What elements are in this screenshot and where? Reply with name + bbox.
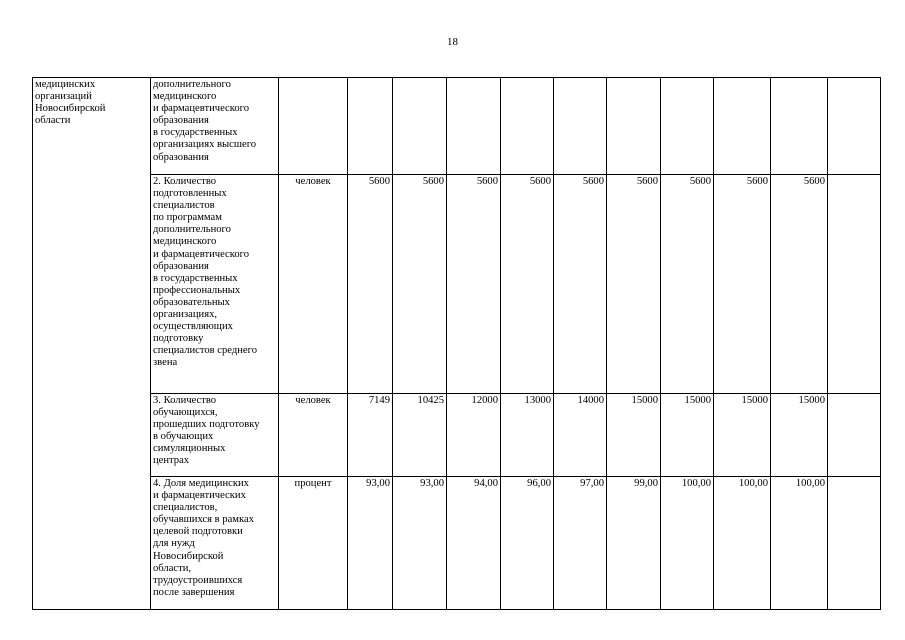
value-cell [554, 78, 607, 175]
unit-cell [279, 78, 348, 175]
table-row [33, 477, 881, 610]
unit-cell: процент [279, 477, 348, 610]
page-number: 18 [447, 36, 458, 48]
empty-cell [828, 477, 881, 610]
empty-cell [828, 78, 881, 175]
table-row [33, 78, 881, 175]
value-cell: 100,00 [771, 477, 828, 610]
value-cell: 5600 [714, 175, 771, 394]
value-cell: 5600 [393, 175, 447, 394]
value-cell: 5600 [554, 175, 607, 394]
indicator-cell: 3. Количество обучающихся, прошедших подготовку в обучающих симуляционных центрах [151, 394, 279, 477]
value-cell: 15000 [714, 394, 771, 477]
value-cell [607, 78, 661, 175]
value-cell: 13000 [501, 394, 554, 477]
value-cell [714, 78, 771, 175]
table-row [33, 175, 881, 394]
value-cell: 100,00 [661, 477, 714, 610]
value-cell [393, 78, 447, 175]
value-cell: 15000 [661, 394, 714, 477]
value-cell [348, 78, 393, 175]
value-cell: 99,00 [607, 477, 661, 610]
value-cell: 5600 [447, 175, 501, 394]
value-cell: 10425 [393, 394, 447, 477]
value-cell: 7149 [348, 394, 393, 477]
indicator-cell: 4. Доля медицинских и фармацевтических специалистов, обучавшихся в рамках целевой подготовки для нужд Новосибирской области, трудоустроившихся после завершения [151, 477, 279, 610]
table-row [33, 394, 881, 477]
indicator-cell: 2. Количество подготовленных специалистов по программам дополнительного медицинского и фармацевтического образования в государственных профессиональных образовательных организациях, осуществляющих подготовку специалистов среднего звена [151, 175, 279, 394]
value-cell [447, 78, 501, 175]
empty-cell [828, 175, 881, 394]
group-label-cell: медицинских организаций Новосибирской области [33, 78, 151, 610]
value-cell: 100,00 [714, 477, 771, 610]
value-cell: 5600 [501, 175, 554, 394]
value-cell: 5600 [771, 175, 828, 394]
value-cell: 94,00 [447, 477, 501, 610]
value-cell: 15000 [771, 394, 828, 477]
value-cell [771, 78, 828, 175]
indicators-table [32, 77, 881, 610]
unit-cell: человек [279, 394, 348, 477]
indicator-cell: дополнительного медицинского и фармацевтического образования в государственных организациях высшего образования [151, 78, 279, 175]
value-cell: 5600 [607, 175, 661, 394]
value-cell: 93,00 [393, 477, 447, 610]
unit-cell: человек [279, 175, 348, 394]
empty-cell [828, 394, 881, 477]
value-cell: 93,00 [348, 477, 393, 610]
value-cell [501, 78, 554, 175]
value-cell: 5600 [348, 175, 393, 394]
value-cell: 97,00 [554, 477, 607, 610]
value-cell: 15000 [607, 394, 661, 477]
value-cell: 14000 [554, 394, 607, 477]
value-cell [661, 78, 714, 175]
value-cell: 96,00 [501, 477, 554, 610]
value-cell: 12000 [447, 394, 501, 477]
value-cell: 5600 [661, 175, 714, 394]
